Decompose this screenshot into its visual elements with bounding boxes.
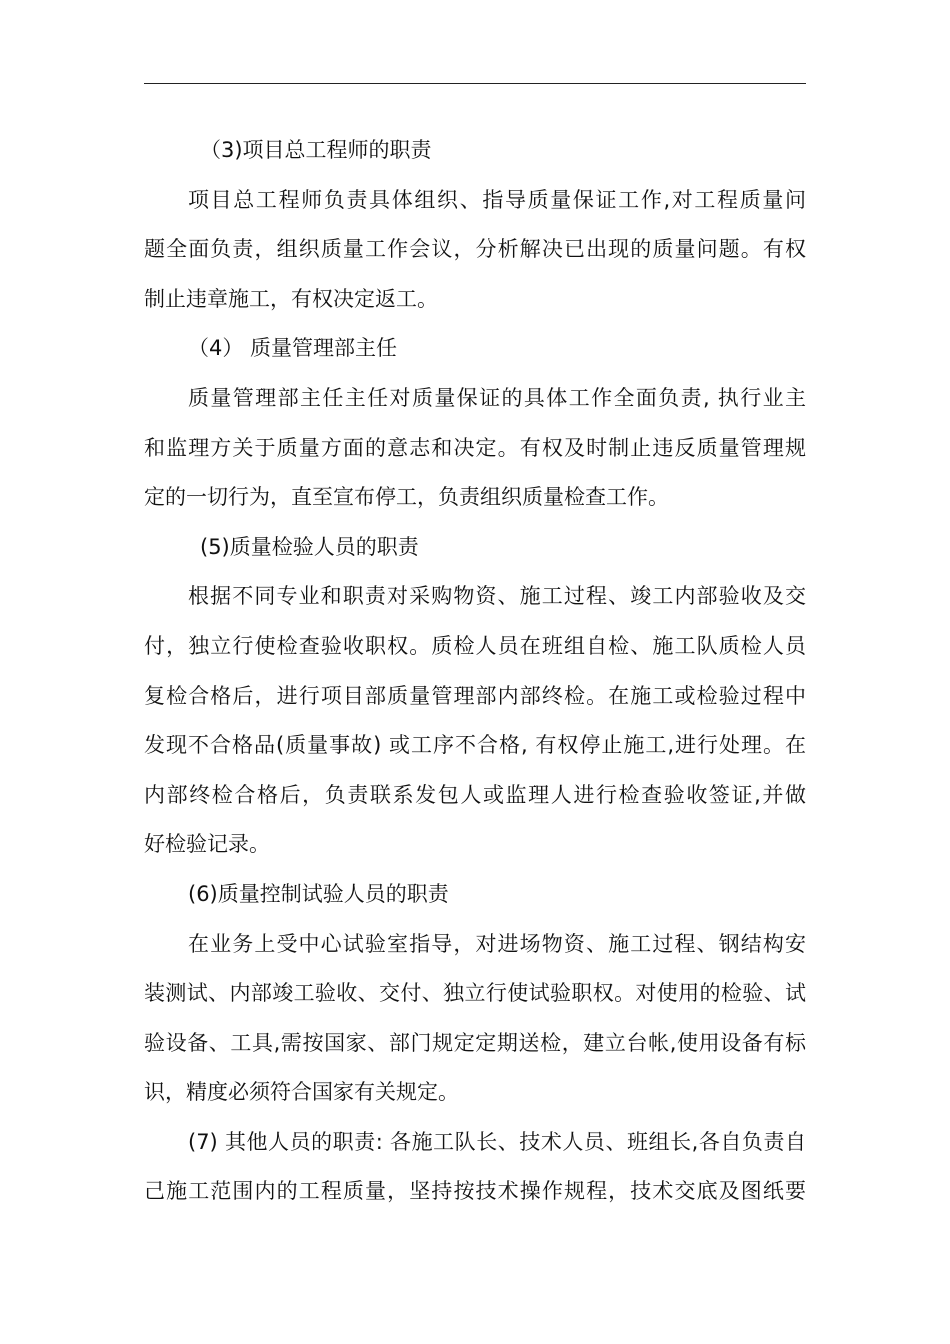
paragraph-line: 定的一切行为，直至宣布停工，负责组织质量检查工作。 — [144, 485, 669, 510]
paragraph-line: 制止违章施工，有权决定返工。 — [144, 286, 438, 311]
paragraph-line: 发现不合格品(质量事故) 或工序不合格, 有权停止施工,进行处理。在 — [144, 733, 806, 758]
paragraph-line: 项目总工程师负责具体组织、指导质量保证工作,对工程质量问 — [188, 187, 806, 212]
paragraph-line: 质量管理部主任主任对质量保证的具体工作全面负责, 执行业主 — [188, 385, 806, 410]
paragraph-line: 己施工范围内的工程质量，坚持按技术操作规程，技术交底及图纸要 — [144, 1179, 806, 1204]
paragraph-line: 根据不同专业和职责对采购物资、施工过程、竣工内部验收及交 — [188, 584, 806, 609]
paragraph-line: 在业务上受中心试验室指导，对进场物资、施工过程、钢结构安 — [188, 931, 806, 956]
heading-5-inspectors: (5)质量检验人员的职责 — [200, 534, 419, 559]
header-rule — [144, 83, 806, 84]
paragraph-line: 和监理方关于质量方面的意志和决定。有权及时制止违反质量管理规 — [144, 435, 806, 460]
paragraph-line: 装测试、内部竣工验收、交付、独立行使试验职权。对使用的检验、试 — [144, 981, 806, 1006]
heading-6-test-staff: (6)质量控制试验人员的职责 — [188, 881, 449, 906]
paragraph-line: 复检合格后，进行项目部质量管理部内部终检。在施工或检验过程中 — [144, 683, 806, 708]
paragraph-line: 验设备、工具,需按国家、部门规定定期送检，建立台帐,使用设备有标 — [144, 1030, 806, 1055]
heading-3-chief-engineer: （3)项目总工程师的职责 — [200, 138, 432, 162]
paragraph-line: 好检验记录。 — [144, 832, 270, 857]
body-text — [144, 126, 806, 1217]
heading-7-other-staff: (7) 其他人员的职责: 各施工队长、技术人员、班组长,各自负责自 — [188, 1129, 806, 1154]
paragraph-line: 识，精度必须符合国家有关规定。 — [144, 1080, 459, 1105]
paragraph-line: 题全面负责，组织质量工作会议，分析解决已出现的质量问题。有权 — [144, 237, 806, 262]
paragraph-line: 付，独立行使检查验收职权。质检人员在班组自检、施工队质检人员 — [144, 633, 806, 658]
paragraph-line: 内部终检合格后，负责联系发包人或监理人进行检查验收签证,并做 — [144, 782, 806, 807]
heading-4-quality-director: （4） 质量管理部主任 — [188, 336, 398, 361]
